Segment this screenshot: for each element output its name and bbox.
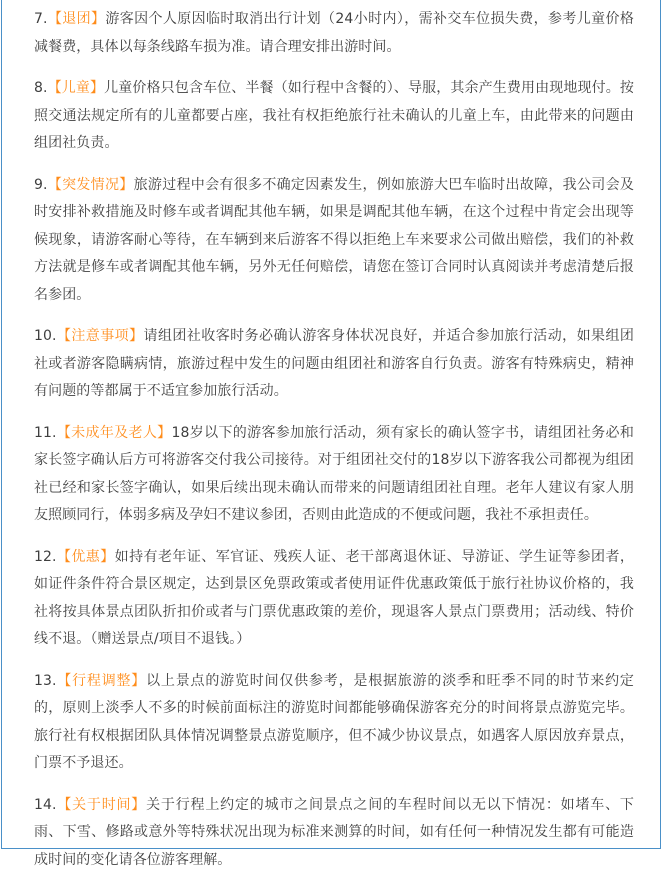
item-number: 7. (34, 11, 48, 27)
item-text: 旅游过程中会有很多不确定因素发生，例如旅游大巴车临时出故障，我公司会及时安排补救措施及时修车或者调配其他车辆，如果是调配其他车辆，在这个过程中肯定会出现等候现象，请游客耐心等待，在车辆到来后游客不得以拒绝上车来要求公司做出赔偿，我们的补救方法就是修车或者调配其他车辆，另外无任何赔偿，请您在签订合同时认真阅读并考虑清楚后报名参团。 (34, 176, 634, 303)
list-item-9 (34, 172, 634, 310)
item-tag: 【退团】 (47, 11, 106, 27)
item-text: 儿童价格只包含车位、半餐（如行程中含餐的）、导服，其余产生费用由现地现付。按照交通法规定所有的儿童都要占座，我社有权拒绝旅行社未确认的儿童上车，由此带来的问题由组团社负责。 (34, 80, 634, 151)
list-item-10 (34, 323, 634, 406)
list-item-14 (34, 792, 634, 875)
item-tag: 【优惠】 (56, 548, 115, 565)
item-text: 游客因个人原因临时取消出行计划（24小时内），需补交车位损失费，参考儿童价格减餐费，具体以每条线路车损为准。请合理安排出游时间。 (34, 11, 634, 55)
item-number: 13. (34, 672, 57, 689)
item-tag: 【儿童】 (47, 80, 105, 96)
list-item-11 (34, 420, 634, 530)
item-tag: 【关于时间】 (56, 796, 147, 813)
item-tag: 【未成年及老人】 (56, 424, 172, 441)
item-number: 9. (34, 176, 48, 193)
item-tag: 【行程调整】 (56, 672, 147, 689)
item-number: 12. (34, 548, 57, 565)
item-tag: 【注意事项】 (56, 328, 144, 344)
item-number: 10. (34, 328, 57, 344)
item-tag: 【突发情况】 (47, 176, 134, 193)
item-text: 关于行程上约定的城市之间景点之间的车程时间以无以下情况：如堵车、下雨、下雪、修路或意外等特殊状况出现为标准来测算的时间，如有任何一种情况发生都有可能造成时间的变化请各位游客理解。 (34, 796, 634, 868)
item-number: 11. (34, 424, 57, 441)
list-item-8 (34, 75, 634, 158)
item-number: 8. (34, 80, 48, 96)
item-number: 14. (34, 796, 57, 813)
item-text: 以上景点的游览时间仅供参考，是根据旅游的淡季和旺季不同的时节来约定的，原则上淡季人不多的时候前面标注的游览时间都能够确保游客充分的时间将景点游览完毕。旅行社有权根据团队具体情况调整景点游览顺序，但不减少协议景点，如遇客人原因放弃景点，门票不予退还。 (34, 672, 634, 771)
list-item-12 (34, 544, 634, 654)
item-text: 如持有老年证、军官证、残疾人证、老干部离退休证、导游证、学生证等参团者，如证件条件符合景区规定，达到景区免票政策或者使用证件优惠政策低于旅行社协议价格的，我社将按具体景点团队折扣价或者与门票优惠政策的差价，现退客人景点门票费用；活动线、特价线不退。（赠送景点/项目不退钱。） (34, 548, 634, 647)
content-frame (1, 0, 661, 868)
item-text: 请组团社收客时务必确认游客身体状况良好，并适合参加旅行活动，如果组团社或者游客隐瞒病情，旅游过程中发生的问题由组团社和游客自行负责。游客有特殊病史，精神有问题的等都属于不适宜参加旅行活动。 (34, 328, 634, 399)
notice-list (34, 6, 634, 888)
list-item-7 (34, 6, 634, 61)
item-text: 18岁以下的游客参加旅行活动，须有家长的确认签字书，请组团社务必和家长签字确认后方可将游客交付我公司接待。对于组团社交付的18岁以下游客我公司都视为组团社已经和家长签字确认，如果后续出现未确认而带来的问题请组团社自理。老年人建议有家人朋友照顾同行，体弱多病及孕妇不建议参团，否则由此造成的不便或问题，我社不承担责任。 (34, 424, 634, 523)
list-item-13 (34, 668, 634, 778)
